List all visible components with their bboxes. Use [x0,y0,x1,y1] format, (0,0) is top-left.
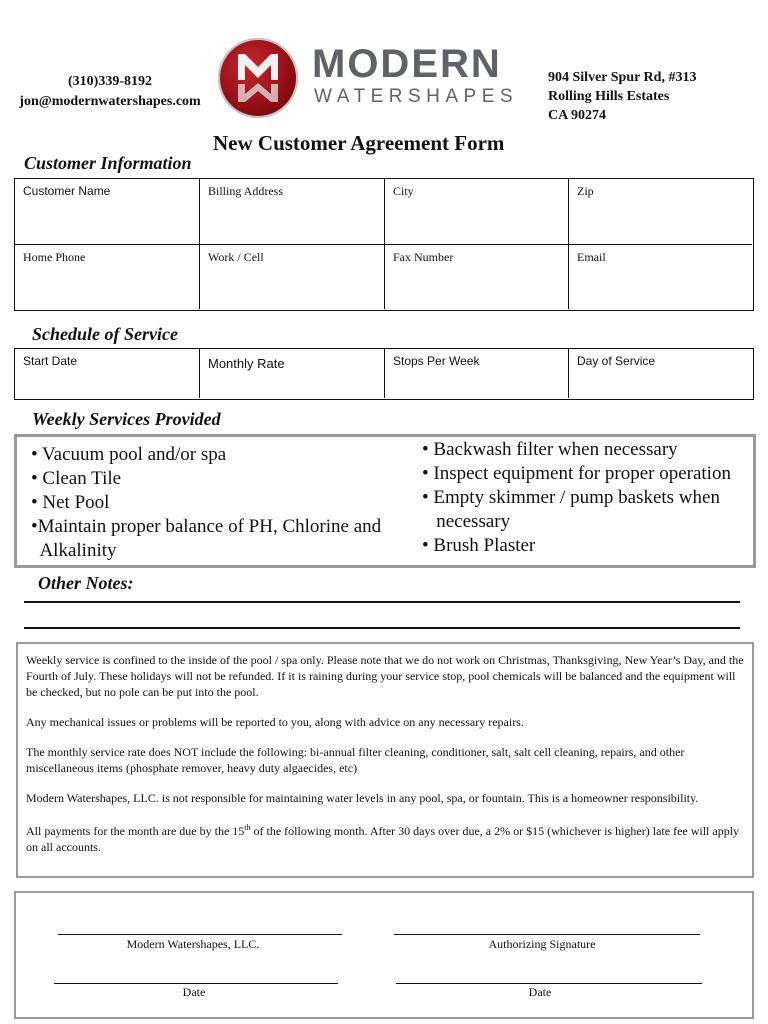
date-line-left[interactable] [54,983,338,984]
address-line-1: 904 Silver Spur Rd, #313 [548,70,697,85]
work-cell-field[interactable]: Work / Cell [200,245,385,309]
email-address: jon@modernwatershapes.com [19,94,201,109]
start-date-field[interactable]: Start Date [15,349,200,398]
service-item: • Inspect equipment for proper operation [422,463,731,484]
service-item: • Brush Plaster [422,535,536,556]
service-item: Alkalinity [31,540,117,561]
weekly-services-box [14,434,756,568]
billing-address-field[interactable]: Billing Address [200,179,385,245]
terms-superscript: th [244,823,251,832]
email-field[interactable]: Email [577,250,606,264]
monthly-rate-field[interactable]: Monthly Rate [200,349,385,398]
company-signature-line[interactable] [58,934,342,935]
terms-paragraph: Weekly service is confined to the inside of the pool / spa only. Please note that we do not work on Christmas, Thanksgiving, New Year’s Day, and the Fourth of July. These holidays will not be refunded. If it is raining during your service stop, pool chemicals will be balanced and the equipment will be checked, but no pole can be put into the pool. [26,653,744,699]
date-line-right[interactable] [396,983,702,984]
home-phone-field[interactable]: Home Phone [15,245,200,309]
phone-number: (310)339-8192 [68,74,152,89]
contact-info-left [0,72,220,112]
service-item: • Empty skimmer / pump baskets when [422,487,720,508]
schedule-table [14,348,754,400]
service-item: • Clean Tile [31,468,122,489]
notes-line-2[interactable] [24,627,740,629]
logo-m-icon [218,38,298,118]
terms-box [16,642,754,878]
terms-paragraph: Modern Watershapes, LLC. is not responsible for maintaining water levels in any pool, spa, or fountain. This is a homeowner responsibility. [26,791,699,805]
signature-box [14,891,754,1019]
address-line-3: CA 90274 [548,108,606,123]
company-signature-label: Modern Watershapes, LLC. [126,937,260,951]
terms-paragraph: Any mechanical issues or problems will be reported to you, along with advice on any necessary repairs. [26,715,524,729]
service-item: • Vacuum pool and/or spa [31,444,227,465]
service-item: • Net Pool [31,492,110,513]
day-of-service-field[interactable]: Day of Service [577,354,656,368]
service-item: •Maintain proper balance of PH, Chlorine and [31,516,382,537]
date-label-left: Date [182,985,206,999]
terms-paragraph [26,820,744,855]
customer-name-field[interactable]: Customer Name [15,179,200,245]
city-field[interactable]: City [385,179,569,245]
terms-text: of the following month. After 30 days over due, a 2% or $15 (whichever is higher) late fee will apply on all accounts. [26,824,740,854]
terms-paragraph: The monthly service rate does NOT include the following: bi-annual filter cleaning, conditioner, salt, salt cell cleaning, repairs, and other miscellaneous items (phosphate remover, heavy duty algaecides, etc) [26,745,685,775]
services-list-right [422,438,754,558]
section-title-schedule-of-service: Schedule of Service [32,324,178,344]
authorizing-signature-line[interactable] [394,934,700,935]
service-item: • Backwash filter when necessary [422,439,678,460]
form-title: New Customer Agreement Form [213,131,505,155]
zip-field[interactable]: Zip [569,179,752,245]
other-notes-label: Other Notes: [38,573,134,593]
authorizing-signature-label: Authorizing Signature [488,937,596,951]
stops-per-week-field[interactable]: Stops Per Week [385,349,569,398]
terms-text: All payments for the month are due by the 15 [26,824,245,838]
services-list-left [31,443,431,563]
address-line-2: Rolling Hills Estates [548,89,670,104]
service-item: necessary [422,511,511,532]
section-title-weekly-services: Weekly Services Provided [32,409,221,429]
fax-number-field[interactable]: Fax Number [385,245,569,309]
company-address [548,68,696,125]
notes-line-1[interactable] [24,601,740,603]
logo-word-modern: MODERN [312,42,502,86]
section-title-customer-information: Customer Information [24,153,192,173]
customer-info-table [14,178,754,311]
logo-word-watershapes: WATERSHAPES [314,86,519,107]
date-label-right: Date [528,985,552,999]
